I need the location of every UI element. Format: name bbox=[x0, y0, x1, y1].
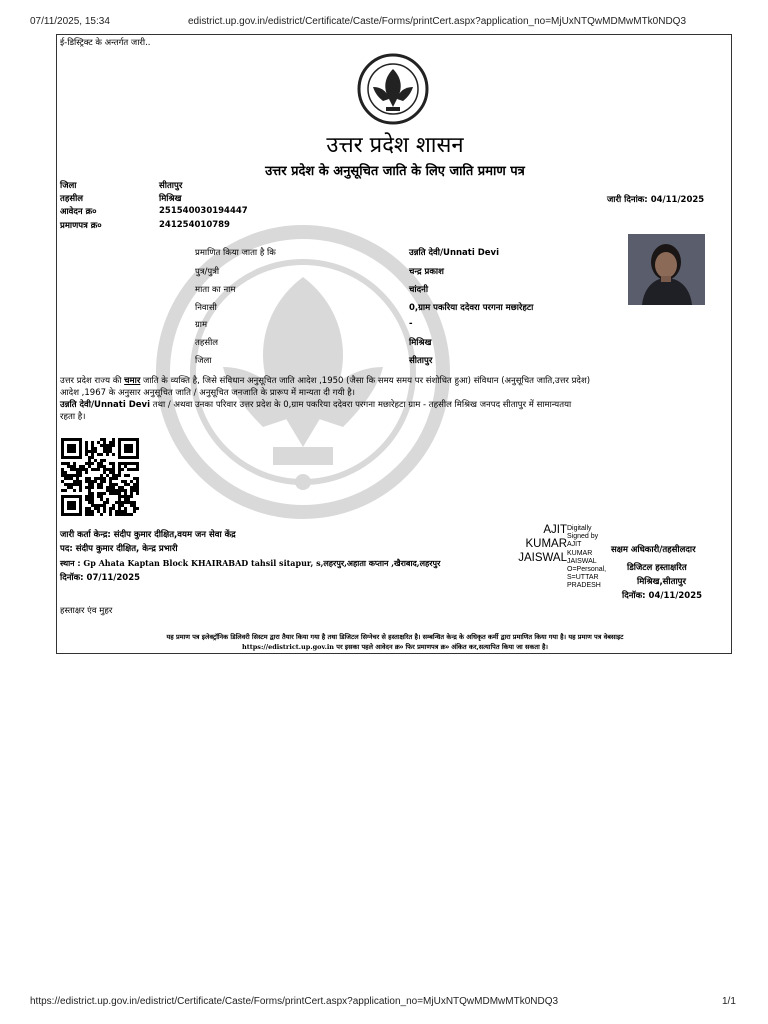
digital-signature-block bbox=[567, 525, 606, 591]
statement-line4: रहता है। bbox=[60, 412, 86, 422]
issuer-date bbox=[60, 572, 140, 583]
authority-date-label: दिनॉक: bbox=[622, 591, 646, 601]
print-page-count: 1/1 bbox=[722, 996, 736, 1007]
authority-date-value: 04/11/2025 bbox=[648, 591, 703, 601]
signature-line: AJIT bbox=[567, 541, 582, 549]
qr-code bbox=[60, 438, 140, 516]
authority-date bbox=[622, 590, 702, 601]
caste-name: चमार bbox=[124, 376, 141, 386]
detail-value: सीतापुर bbox=[409, 356, 433, 366]
footer-note-line1: यह प्रमाण पत्र इलेक्ट्रॉनिक डिलिवरी सिस्टम द्वारा तैयार किया गया है तथा डिजिटल सिग्नेचर से हस्ताक्षरित है। सम्बन्धित केन्द्र के अधिकृत कर्मी द्वारा प्रमाणित किया गया है। यह प्रमाण पत्र वेबसाइट bbox=[166, 633, 624, 641]
certificate bbox=[56, 34, 732, 654]
statement-line2: आदेश ,1967 के अनुसार अनुसूचित जाति / अनुसूचित जनजाति के प्रारूप में मान्यता दी गयी है। bbox=[60, 388, 356, 398]
statement-prefix: उत्तर प्रदेश राज्य की bbox=[60, 376, 122, 386]
issue-date-value: 04/11/2025 bbox=[650, 195, 705, 205]
issuer-date-label: दिनॉक: bbox=[60, 573, 84, 583]
signature-line: JAISWAL bbox=[567, 557, 597, 565]
detail-label: जिला bbox=[195, 356, 212, 366]
sign-seal-label: हस्ताक्षर एंव मुहर bbox=[60, 606, 113, 616]
application-number: 251540030194447 bbox=[159, 206, 248, 216]
applicant-photo bbox=[628, 234, 705, 305]
detail-label: माता का नाम bbox=[195, 285, 236, 295]
detail-value: चांदनी bbox=[409, 285, 429, 295]
person-photo-icon bbox=[628, 234, 705, 305]
authority-place: मिश्रिख,सीतापुर bbox=[637, 577, 686, 587]
district-label: जिला bbox=[60, 181, 77, 191]
issue-date-label: जारी दिनांक: bbox=[607, 195, 648, 205]
signature-line: PRADESH bbox=[567, 582, 601, 590]
statement-line3: तथा / अथवा उनका परिवार उत्तर प्रदेश के 0,ग्राम पकरिया ददेवरा परगना मछारेहटा ग्राम - तहसील मिश्रिख जनपद सीतापुर में सामान्यतया bbox=[152, 400, 572, 410]
tehsil-value: मिश्रिख bbox=[159, 194, 182, 204]
signature-line: O=Personal, bbox=[567, 566, 607, 574]
signer-name-line: KUMAR bbox=[525, 538, 567, 550]
print-footer-url: https://edistrict.up.gov.in/edistrict/Certificate/Caste/Forms/printCert.aspx?application_no=MjUxNTQwMDMwMTk0NDQ3 bbox=[30, 996, 559, 1007]
footer-note-line2: https://edistrict.up.gov.in पर इसका पहले आवेदन क्र० फिर प्रमाणपत्र क्र० अंकित कर,सत्यापित किया जा सकता है। bbox=[242, 643, 548, 651]
authority-signed: डिजिटल हस्ताक्षरित bbox=[627, 563, 687, 573]
signature-line: S=UTTAR bbox=[567, 574, 599, 582]
district-value: सीतापुर bbox=[159, 181, 183, 191]
detail-value: उन्नति देवी/Unnati Devi bbox=[409, 248, 500, 258]
place-label: स्थान : bbox=[60, 559, 81, 568]
detail-label: तहसील bbox=[195, 338, 219, 348]
detail-value: 0,ग्राम पकरिया ददेवरा परगना मछारेहटा bbox=[409, 303, 534, 313]
certificate-subtitle: उत्तर प्रदेश के अनुसूचित जाति के लिए जाति प्रमाण पत्र bbox=[265, 164, 525, 179]
detail-value: - bbox=[409, 319, 413, 329]
signature-line: Digitally bbox=[567, 525, 592, 532]
signer-name-line: JAISWAL bbox=[518, 552, 567, 564]
certificate-number: 241254010789 bbox=[159, 220, 230, 230]
signature-line: Signed by bbox=[567, 533, 599, 541]
authority-title: सक्षम अधिकारी/तहसीलदार bbox=[611, 545, 696, 555]
detail-value: चन्द्र प्रकाश bbox=[409, 267, 444, 277]
statement-line1: जाति के व्यक्ति है, जिसे संविधान अनुसूचित जाति आदेश ,1950 (जैसा कि समय समय पर संशोधित हुआ) संविधान (अनुसूचित जाति,उत्तर प्रदेश) bbox=[143, 376, 591, 386]
detail-label: निवासी bbox=[195, 303, 217, 313]
issuer-date-value: 07/11/2025 bbox=[86, 573, 141, 583]
detail-label: ग्राम bbox=[195, 320, 208, 330]
statement-name: उन्नति देवी/Unnati Devi bbox=[60, 400, 151, 410]
signer-name bbox=[511, 523, 567, 565]
print-url: edistrict.up.gov.in/edistrict/Certificate/Caste/Forms/printCert.aspx?application_no=MjUxNTQwMDMwMTk0NDQ3 bbox=[188, 16, 687, 27]
issuer-center: जारी कर्ता केन्द्र: संदीप कुमार दीक्षित,वयम जन सेवा केंद्र bbox=[60, 530, 236, 540]
issuer-place bbox=[60, 558, 440, 569]
issuer-post: पद: संदीप कुमार दीक्षित, केन्द्र प्रभारी bbox=[60, 544, 178, 554]
print-datetime: 07/11/2025, 15:34 bbox=[30, 16, 110, 27]
application-label: आवेदन क्र० bbox=[60, 207, 97, 217]
issue-date bbox=[607, 194, 704, 205]
government-title: उत्तर प्रदेश शासन bbox=[326, 133, 464, 158]
tehsil-label: तहसील bbox=[60, 194, 84, 204]
certificate-label: प्रमाणपत्र क्र० bbox=[60, 221, 102, 231]
place-value: Gp Ahata Kaptan Block KHAIRABAD tahsil sitapur, s,लहरपुर,अहाता कप्तान ,खैराबाद,लहरपुर bbox=[83, 558, 441, 568]
detail-label: पुत्र/पुत्री bbox=[195, 267, 220, 277]
top-note: ई-डिस्ट्रिक्ट के अन्तर्गत जारी.. bbox=[60, 38, 151, 48]
signer-name-line: AJIT bbox=[543, 524, 567, 536]
statement-paragraph bbox=[60, 375, 728, 423]
detail-label: प्रमाणित किया जाता है कि bbox=[195, 248, 276, 258]
watermark-emblem-icon bbox=[143, 217, 463, 527]
up-emblem-icon bbox=[355, 53, 431, 125]
detail-value: मिश्रिख bbox=[409, 338, 432, 348]
signature-line: KUMAR bbox=[567, 549, 593, 557]
